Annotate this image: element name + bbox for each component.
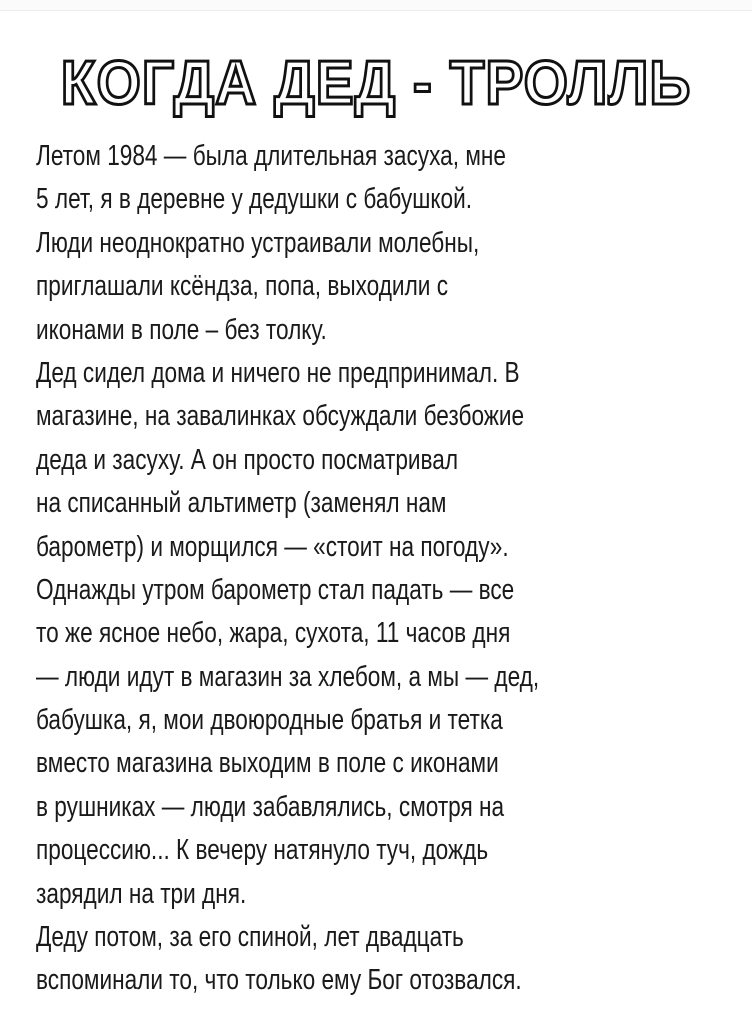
story-line: в рушниках — люди забавлялись, смотря на	[36, 790, 505, 823]
story-line: барометр) и морщился — «стоит на погоду».	[36, 530, 509, 563]
top-edge-strip	[0, 0, 752, 11]
story-line: деда и засуху. А он просто посматривал	[36, 443, 459, 476]
story-line: Дед сидел дома и ничего не предпринимал. В	[36, 356, 520, 389]
story-line: — люди идут в магазин за хлебом, а мы — дед,	[36, 660, 540, 693]
story-line: Летом 1984 — была длительная засуха, мне	[36, 140, 506, 172]
story-line: вспоминали то, что только ему Бог отозвался.	[36, 964, 522, 997]
story-line: бабушка, я, мои двоюродные братья и тетка	[36, 704, 503, 737]
story-line: то же ясное небо, жара, сухота, 11 часов дня	[36, 617, 511, 650]
story-line: Однажды утром барометр стал падать — все	[36, 573, 515, 606]
story-line: 5 лет, я в деревне у дедушки с бабушкой.	[36, 183, 472, 216]
story-line: процессию... К вечеру натянуло туч, дождь	[36, 834, 489, 867]
story-line: вместо магазина выходим в поле с иконами	[36, 747, 499, 780]
meme-title: КОГДА ДЕД - ТРОЛЛЬ	[60, 48, 692, 118]
story-line: Люди неоднократно устраивали молебны,	[36, 226, 480, 259]
story-line: иконами в поле – без толку.	[36, 313, 327, 346]
story-line: Деду потом, за его спиной, лет двадцать	[36, 921, 464, 954]
story-line: зарядил на три дня.	[36, 877, 247, 910]
story-text	[36, 135, 726, 1003]
story-line: магазине, на завалинках обсуждали безбожие	[36, 400, 525, 433]
meme-image	[0, 11, 752, 1024]
story-line: на списанный альтиметр (заменял нам	[36, 487, 447, 520]
story-line: приглашали ксёндза, попа, выходили с	[36, 270, 448, 303]
